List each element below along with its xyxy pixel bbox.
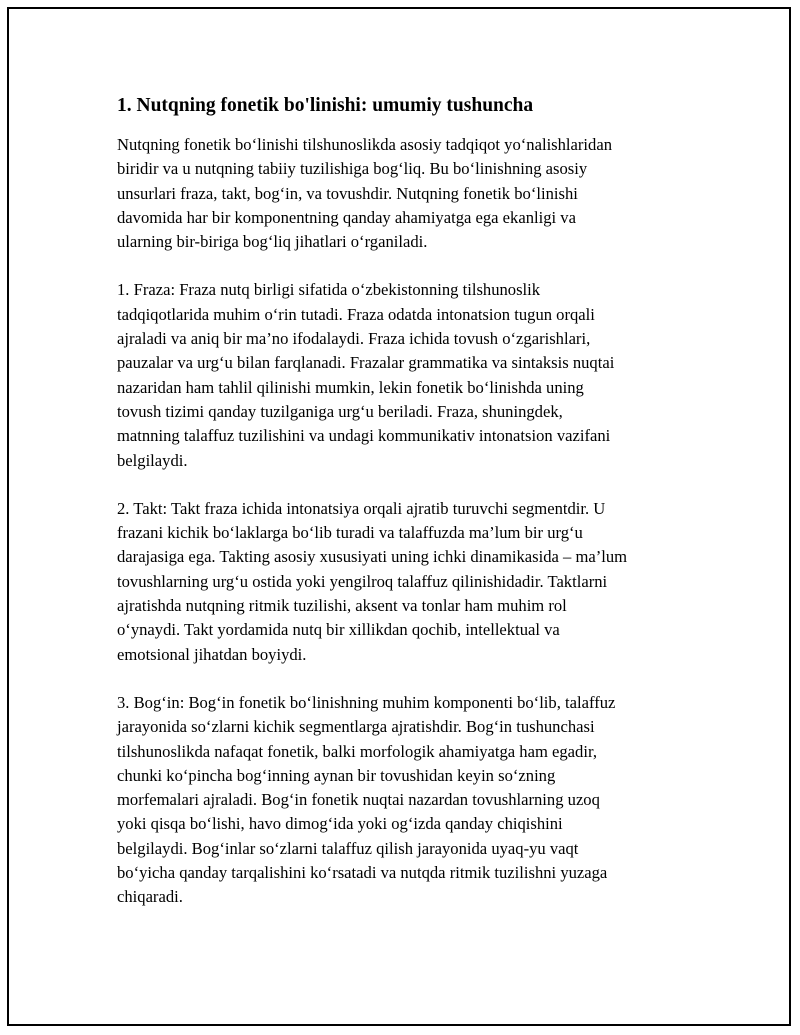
paragraph-line: davomida har bir komponentning qanday ahamiyatga ega ekanligi va — [117, 207, 576, 227]
paragraph-line: bo‘yicha qanday tarqalishini ko‘rsatadi va nutqda ritmik tuzilishni yuzaga — [117, 863, 608, 883]
paragraph-line: jarayonida so‘zlarni kichik segmentlarga ajratishdir. Bog‘in tushunchasi — [117, 717, 595, 737]
paragraph-line: tadqiqotlarida muhim o‘rin tutadi. Fraza odatda intonatsion tugun orqali — [117, 304, 595, 324]
paragraph-line: 3. Bog‘in: Bog‘in fonetik bo‘linishning muhim komponenti bo‘lib, talaffuz — [117, 692, 616, 712]
section-heading: 1. Nutqning fonetik bo'linishi: umumiy tushuncha — [117, 95, 534, 116]
paragraph-line: 2. Takt: Takt fraza ichida intonatsiya orqali ajratib turuvchi segmentdir. U — [117, 498, 606, 518]
paragraph-line: tovush tizimi qanday tuzilganiga urg‘u beriladi. Fraza, shuningdek, — [117, 401, 563, 421]
document-body — [117, 93, 687, 934]
paragraph-line: darajasiga ega. Takting asosiy xususiyati uning ichki dinamikasida – ma’lum — [117, 547, 628, 567]
paragraph-line: tovushlarning urg‘u ostida yoki yengilroq talaffuz qilinishidadir. Taktlarni — [117, 571, 608, 591]
paragraph-line: emotsional jihatdan boyiydi. — [117, 644, 307, 664]
paragraph — [117, 497, 687, 667]
paragraph-line: ajratishda nutqning ritmik tuzilishi, aksent va tonlar ham muhim rol — [117, 596, 567, 616]
paragraph-line: frazani kichik bo‘laklarga bo‘lib turadi va talaffuzda ma’lum bir urg‘u — [117, 523, 583, 543]
paragraph — [117, 133, 687, 254]
paragraph-line: belgilaydi. Bog‘inlar so‘zlarni talaffuz qilish jarayonida uyaq-yu vaqt — [117, 838, 579, 858]
paragraph-line: yoki qisqa bo‘lishi, havo dimog‘ida yoki og‘izda qanday chiqishini — [117, 814, 563, 834]
paragraph-list — [117, 133, 687, 910]
paragraph-line: nazaridan ham tahlil qilinishi mumkin, lekin fonetik bo‘linishda uning — [117, 377, 584, 397]
paragraph-line: ajraladi va aniq bir ma’no ifodalaydi. Fraza ichida tovush o‘zgarishlari, — [117, 329, 591, 349]
paragraph-line: Nutqning fonetik bo‘linishi tilshunoslikda asosiy tadqiqot yo‘nalishlaridan — [117, 135, 613, 154]
paragraph-line: tilshunoslikda nafaqat fonetik, balki morfologik ahamiyatga ham egadir, — [117, 741, 597, 761]
paragraph-line: ularning bir-biriga bog‘liq jihatlari o‘rganiladi. — [117, 232, 428, 252]
paragraph — [117, 278, 687, 472]
paragraph-line: biridir va u nutqning tabiiy tuzilishiga bog‘liq. Bu bo‘linishning asosiy — [117, 159, 588, 179]
paragraph-line: morfemalari ajraladi. Bog‘in fonetik nuqtai nazardan tovushlarning uzoq — [117, 790, 600, 810]
paragraph-line: pauzalar va urg‘u bilan farqlanadi. Frazalar grammatika va sintaksis nuqtai — [117, 353, 615, 373]
paragraph-line: chiqaradi. — [117, 887, 183, 907]
paragraph-line: belgilaydi. — [117, 450, 188, 470]
paragraph-line: o‘ynaydi. Takt yordamida nutq bir xillikdan qochib, intellektual va — [117, 620, 560, 640]
paragraph-line: unsurlari fraza, takt, bog‘in, va tovushdir. Nutqning fonetik bo‘linishi — [117, 183, 578, 203]
paragraph — [117, 691, 687, 910]
paragraph-line: 1. Fraza: Fraza nutq birligi sifatida o‘zbekistonning tilshunoslik — [117, 280, 541, 300]
paragraph-line: chunki ko‘pincha bog‘inning aynan bir tovushidan keyin so‘zning — [117, 765, 556, 785]
paragraph-line: matnning talaffuz tuzilishini va undagi kommunikativ intonatsion vazifani — [117, 426, 611, 446]
